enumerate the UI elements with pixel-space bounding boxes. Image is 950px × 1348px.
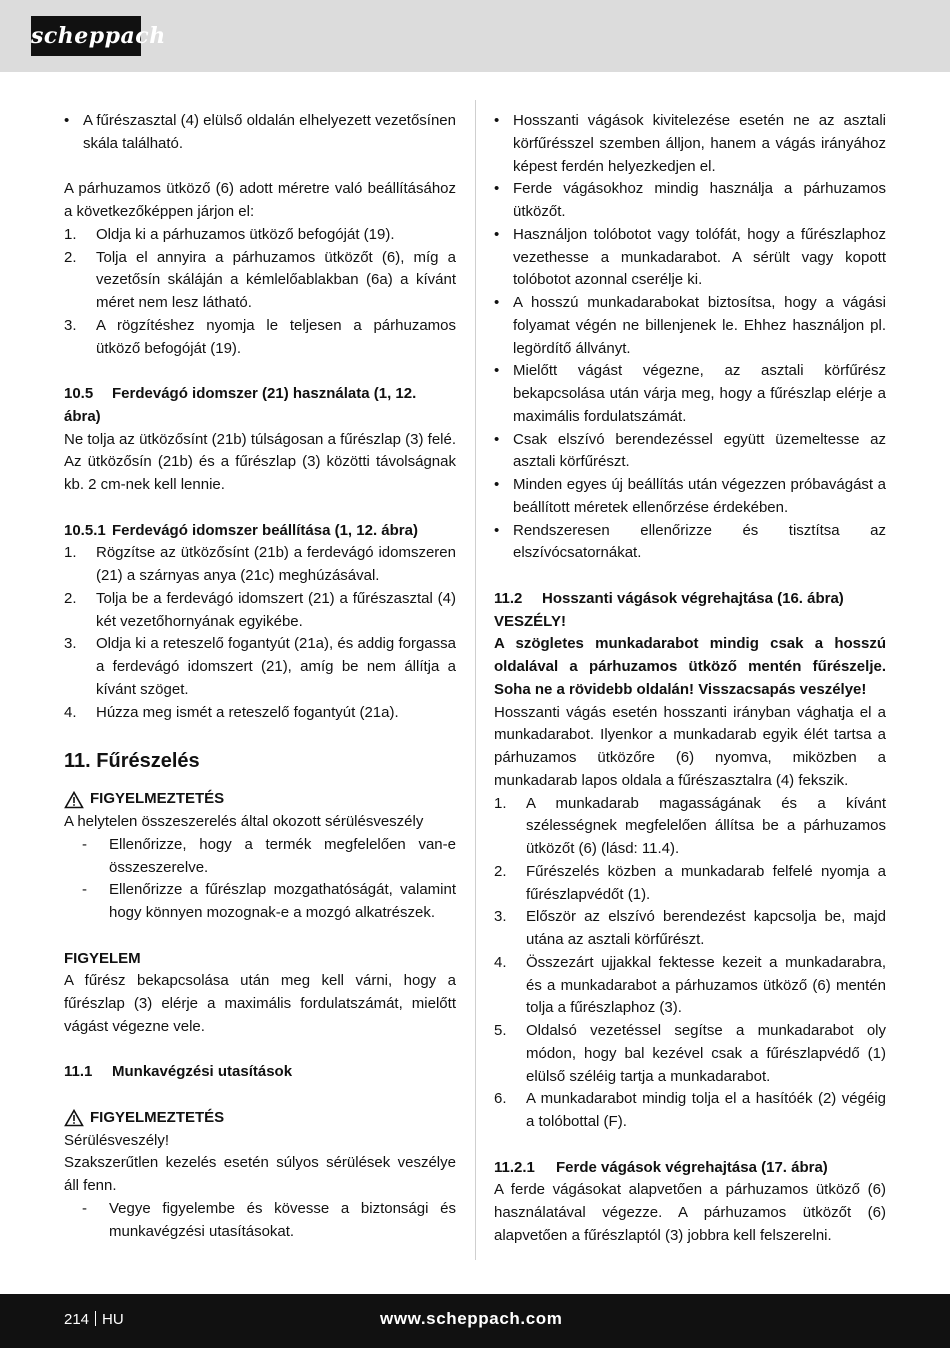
right-column bbox=[494, 110, 886, 1248]
page-footer bbox=[0, 1294, 950, 1348]
section-heading-11-2-1 bbox=[494, 1157, 886, 1180]
danger-text: A szögletes munkadarabot mindig csak a hosszú oldalával a párhuzamos ütköző mentén fűrészelje. Soha ne a rövidebb oldalán! Visszacsapás veszélye! bbox=[494, 635, 886, 698]
section-title: Ferdevágó idomszer (21) használata (1, 12. ábra) bbox=[64, 385, 417, 425]
section-number: 11.2.1 bbox=[494, 1158, 535, 1176]
section-title: Munkavégzési utasítások bbox=[112, 1063, 293, 1081]
scheppach-logo: scheppach bbox=[31, 16, 141, 56]
dash-list bbox=[64, 1198, 456, 1244]
language-code: HU bbox=[102, 1311, 124, 1328]
section-title: Ferde vágások végrehajtása (17. ábra) bbox=[556, 1158, 828, 1176]
step-number: 2. bbox=[64, 248, 77, 266]
paragraph: Sérülésveszély! bbox=[64, 1131, 170, 1149]
left-column bbox=[64, 110, 456, 1243]
list-item: • Rendszeresen ellenőrizze és tisztítsa az elszívócsatornákat. bbox=[494, 520, 886, 566]
website-url: www.scheppach.com bbox=[380, 1309, 563, 1328]
warning-triangle-icon bbox=[64, 1109, 84, 1127]
numbered-list bbox=[494, 793, 886, 1134]
step-number: 1. bbox=[494, 794, 507, 812]
paragraph: A ferde vágásokat alapvetően a párhuzamos ütköző (6) használatával végezze. A párhuzamos ütközőt (6) alapvetően a fűrészlaptól (3) jobbra kell felszerelni. bbox=[494, 1181, 886, 1244]
step-text: Fűrészelés közben a munkadarab felfelé nyomja a fűrészlapvédőt (1). bbox=[526, 862, 886, 903]
section-title: Hosszanti vágások végrehajtása (16. ábra) bbox=[542, 589, 844, 607]
column-divider bbox=[475, 100, 476, 1260]
list-item: • Csak elszívó berendezéssel együtt üzemeltesse az asztali körfűrészt. bbox=[494, 429, 886, 475]
list-item bbox=[494, 952, 886, 1020]
list-item bbox=[64, 247, 456, 315]
footer-separator bbox=[95, 1311, 96, 1326]
step-number: 3. bbox=[494, 908, 507, 926]
step-text: Rögzítse az ütközősínt (21b) a ferdevágó idomszeren (21) a szárnyas anya (21c) meghúzásával. bbox=[96, 544, 456, 584]
step-number: 4. bbox=[64, 703, 77, 721]
section-title: Ferdevágó idomszer beállítása (1, 12. ábra) bbox=[112, 521, 418, 539]
warning-title: FIGYELMEZTETÉS bbox=[90, 790, 225, 808]
step-text: Először az elszívó berendezést kapcsolja be, majd utána az asztali körfűrészt. bbox=[526, 908, 886, 948]
page-number-label bbox=[64, 1310, 124, 1330]
chapter-heading-11: 11. Fűrészelés bbox=[64, 750, 200, 773]
danger-heading: VESZÉLY! bbox=[494, 612, 566, 630]
step-number: 2. bbox=[494, 862, 507, 880]
step-text: Oldalsó vezetéssel segítse a munkadarabot oly módon, hogy bal kezével csak a fűrészlapvédő (1) elülső széléig tartja a munkadarabot. bbox=[526, 1022, 886, 1085]
list-item: • Minden egyes új beállítás után végezzen próbavágást a beállított méretek ellenőrzése érdekében. bbox=[494, 474, 886, 520]
section-number: 10.5 bbox=[64, 385, 94, 402]
list-item bbox=[494, 1020, 886, 1088]
list-item: • A fűrészasztal (4) elülső oldalán elhelyezett vezetősínen skála található. bbox=[64, 110, 456, 156]
numbered-list bbox=[64, 542, 456, 724]
list-item: • Hosszanti vágások kivitelezése esetén ne az asztali körfűrésszel szemben álljon, hanem a vágás irányához képest ferdén helyezkedjen el. bbox=[494, 110, 886, 178]
list-item bbox=[494, 793, 886, 861]
notice-heading: FIGYELEM bbox=[64, 949, 141, 967]
page-number: 214 bbox=[64, 1311, 90, 1328]
list-item bbox=[64, 315, 456, 361]
list-item: - Vegye figyelembe és kövesse a biztonsági és munkavégzési utasításokat. bbox=[82, 1198, 456, 1244]
list-item bbox=[494, 861, 886, 907]
section-number: 10.5.1 bbox=[64, 521, 106, 539]
list-item bbox=[494, 1088, 886, 1134]
paragraph: A párhuzamos ütköző (6) adott méretre való beállításához a következőképpen járjon el: bbox=[64, 180, 456, 220]
list-item: • A hosszú munkadarabokat biztosítsa, hogy a vágási folyamat végén ne billenjenek le. Ehhez használjon pl. legördítő állványt. bbox=[494, 292, 886, 360]
step-number: 5. bbox=[494, 1022, 507, 1039]
step-text: A rögzítéshez nyomja le teljesen a párhuzamos ütköző befogóját (19). bbox=[96, 316, 456, 357]
section-number: 11.2 bbox=[494, 589, 523, 607]
list-item: - Ellenőrizze, hogy a termék megfelelően van-e összeszerelve. bbox=[82, 834, 456, 880]
step-number: 1. bbox=[64, 225, 77, 243]
intro-bullet-list bbox=[64, 110, 456, 156]
section-heading-11-2 bbox=[494, 588, 886, 611]
step-number: 1. bbox=[64, 544, 77, 562]
list-item bbox=[494, 906, 886, 952]
warning-heading bbox=[64, 788, 456, 811]
step-number: 2. bbox=[64, 589, 77, 607]
step-text: Oldja ki a reteszelő fogantyút (21a), és addig forgassa a ferdevágó idomszert (21), amíg be nem állítja a kívánt szöget. bbox=[96, 635, 456, 698]
paragraph: Ne tolja az ütközősínt (21b) túlságosan a fűrészlap (3) felé. Az ütközősín (21b) és a fűrészlap (3) közötti távolságnak kb. 2 cm-nek kell lennie. bbox=[64, 430, 456, 493]
list-item bbox=[64, 588, 456, 634]
paragraph: Szakszerűtlen kezelés esetén súlyos sérülések veszélye áll fenn. bbox=[64, 1154, 456, 1194]
numbered-list bbox=[64, 224, 456, 361]
section-number: 11.1 bbox=[64, 1063, 93, 1081]
section-heading-10-5-1 bbox=[64, 520, 456, 543]
list-item: • Mielőtt vágást végezne, az asztali körfűrész bekapcsolása után várja meg, hogy a fűrészlap elérje a maximális fordulatszámát. bbox=[494, 360, 886, 428]
step-number: 6. bbox=[494, 1090, 507, 1108]
list-item bbox=[64, 224, 456, 247]
step-text: Tolja be a ferdevágó idomszert (21) a fűrészasztal (4) két vezetőhornyának egyikébe. bbox=[96, 589, 456, 630]
step-text: Tolja el annyira a párhuzamos ütközőt (6), míg a vezetősín skáláján a kémlelőablakban (6a) a kívánt méret nem lesz látható. bbox=[96, 248, 456, 311]
step-number: 4. bbox=[494, 953, 507, 971]
step-number: 3. bbox=[64, 316, 77, 334]
step-text: Oldja ki a párhuzamos ütköző befogóját (19). bbox=[96, 225, 395, 243]
list-item: • Ferde vágásokhoz mindig használja a párhuzamos ütközőt. bbox=[494, 178, 886, 224]
list-item: - Ellenőrizze a fűrészlap mozgathatóságát, valamint hogy könnyen mozognak-e a mozgó alkatrészek. bbox=[82, 879, 456, 925]
list-item bbox=[64, 542, 456, 588]
step-text: Húzza meg ismét a reteszelő fogantyút (21a). bbox=[96, 703, 399, 721]
section-heading-11-1 bbox=[64, 1061, 456, 1084]
warning-heading bbox=[64, 1107, 456, 1130]
paragraph: Hosszanti vágás esetén hosszanti irányban vághatja el a munkadarabot. Ilyenkor a munkadarab egyik élét tartsa a párhuzamos ütközőre (6) nyomva, miközben a munkadarab lapos oldala a fűrészasztalra (4) fekszik. bbox=[494, 703, 886, 789]
dash-list bbox=[64, 834, 456, 925]
step-number: 3. bbox=[64, 635, 77, 653]
page-header bbox=[0, 0, 950, 72]
list-item: • Használjon tolóbotot vagy tolófát, hogy a fűrészlaphoz vezethesse a munkadarabot. A sérült vagy kopott tolóbotot azonnal cserélje ki. bbox=[494, 224, 886, 292]
step-text: A munkadarab magasságának és a kívánt szélességnek megfelelően állítsa be a párhuzamos ütközőt (6) (lásd: 11.4). bbox=[526, 794, 886, 857]
section-heading-10-5 bbox=[64, 383, 456, 429]
paragraph: A fűrész bekapcsolása után meg kell várni, hogy a fűrészlap (3) elérje a maximális fordulatszámát, mielőtt vágást végezne vele. bbox=[64, 972, 456, 1035]
step-text: A munkadarabot mindig tolja el a hasítóék (2) végéig a tolóbottal (F). bbox=[526, 1090, 886, 1130]
warning-title: FIGYELMEZTETÉS bbox=[90, 1108, 225, 1126]
list-item bbox=[64, 633, 456, 701]
step-text: Összezárt ujjakkal fektesse kezeit a munkadarabra, és a munkadarabot a párhuzamos ütköző (6) mentén tolja a fűrészlaphoz (3). bbox=[526, 953, 886, 1017]
list-item bbox=[64, 702, 456, 725]
bullet-list bbox=[494, 110, 886, 565]
paragraph: A helytelen összeszerelés által okozott sérülésveszély bbox=[64, 813, 424, 830]
warning-triangle-icon bbox=[64, 791, 84, 809]
